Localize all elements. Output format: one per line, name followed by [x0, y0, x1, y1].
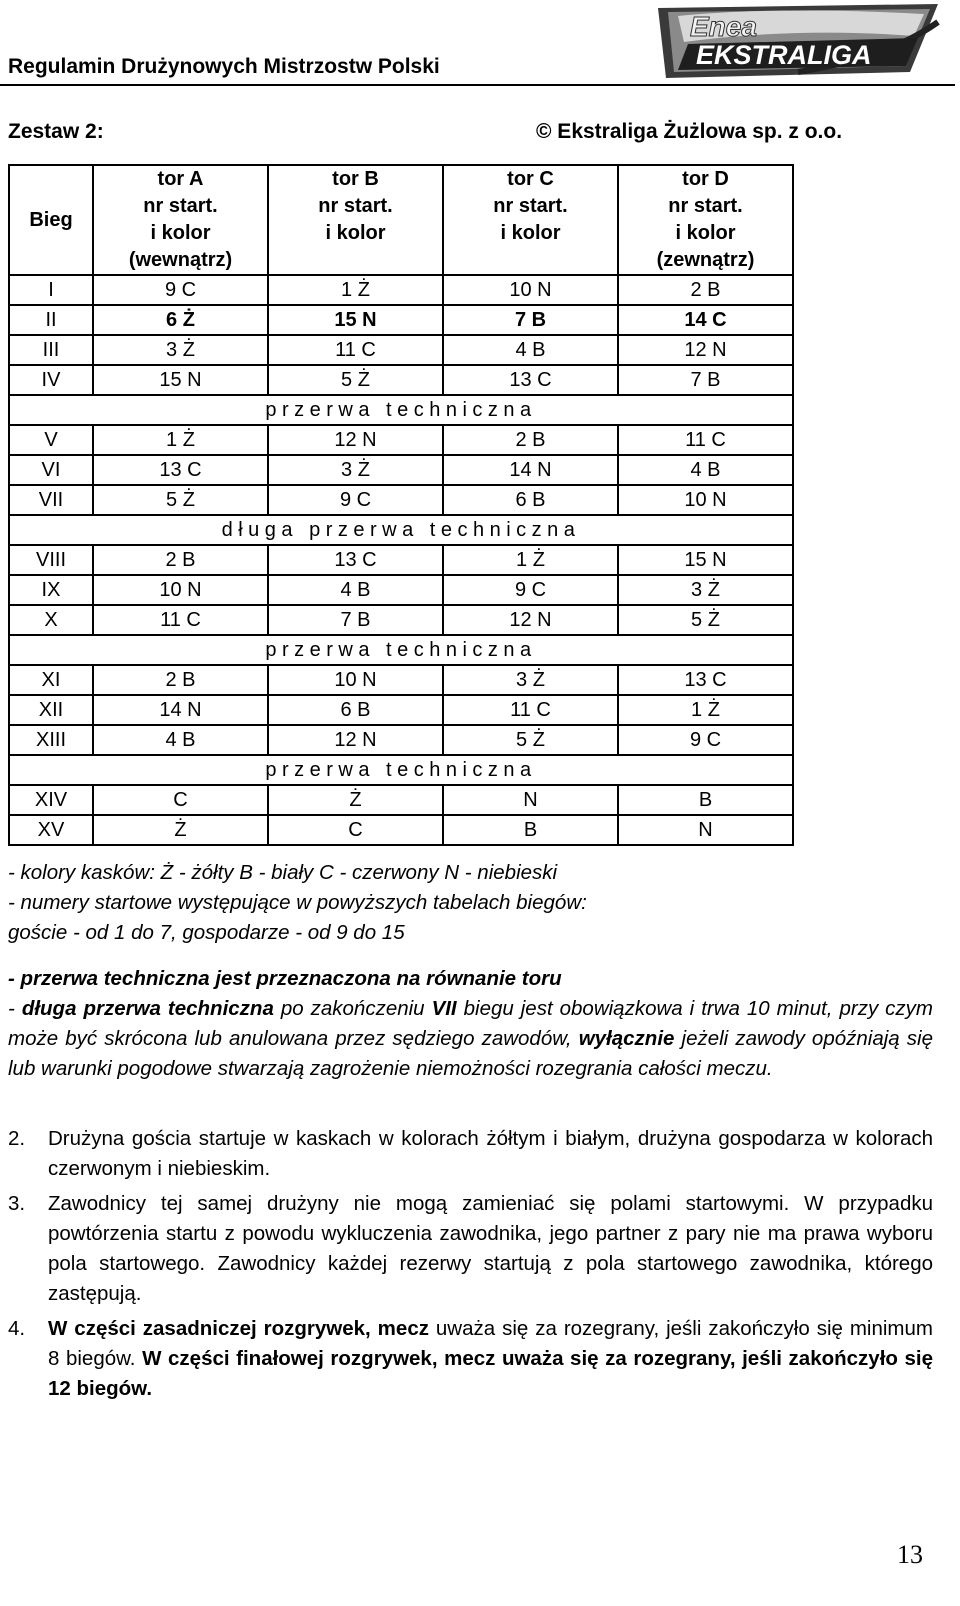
- table-row: [9, 785, 793, 815]
- rule-text: Drużyna gościa startuje w kaskach w kolorach żółtym i białym, drużyna gospodarza w kolorach czerwonym i niebieskim.: [48, 1127, 933, 1180]
- break-label: przerwa techniczna: [9, 635, 793, 665]
- cell-tor-d: N: [618, 815, 793, 845]
- cell-tor-a: 9 C: [93, 275, 268, 305]
- cell-tor-b: 6 B: [268, 695, 443, 725]
- table-row: [9, 365, 793, 395]
- heat-number: XI: [9, 665, 93, 695]
- cell-tor-c: 6 B: [443, 485, 618, 515]
- cell-tor-a: 3 Ż: [93, 335, 268, 365]
- header-tor-a-line: tor A: [157, 168, 204, 190]
- header-bieg: Bieg: [9, 165, 93, 275]
- header-tor-a: [93, 165, 268, 275]
- cell-tor-b: 7 B: [268, 605, 443, 635]
- heat-number: I: [9, 275, 93, 305]
- header-tor-a-line: i kolor: [150, 222, 211, 244]
- table-row: [9, 305, 793, 335]
- header-tor-d-line: (zewnątrz): [656, 249, 755, 271]
- heat-number: XII: [9, 695, 93, 725]
- break-label: długa przerwa techniczna: [9, 515, 793, 545]
- break-row: [9, 755, 793, 785]
- document-header-title: Regulamin Drużynowych Mistrzostw Polski: [8, 55, 440, 78]
- header-tor-d-line: nr start.: [668, 195, 743, 217]
- header-tor-d-line: i kolor: [675, 222, 736, 244]
- heat-number: III: [9, 335, 93, 365]
- cell-tor-d: 10 N: [618, 485, 793, 515]
- cell-tor-d: 13 C: [618, 665, 793, 695]
- heat-number: XV: [9, 815, 93, 845]
- table-header-row: [9, 165, 793, 275]
- cell-tor-d: 7 B: [618, 365, 793, 395]
- cell-tor-c: 9 C: [443, 575, 618, 605]
- heat-number: VI: [9, 455, 93, 485]
- rule-item: [8, 1189, 933, 1309]
- cell-tor-d: 12 N: [618, 335, 793, 365]
- helmet-colors-note: - kolory kasków: Ż - żółty B - biały C - czerwony N - niebieski: [8, 861, 558, 884]
- legend-notes: [8, 858, 933, 1084]
- header-tor-c-line: i kolor: [500, 222, 561, 244]
- cell-tor-b: 4 B: [268, 575, 443, 605]
- cell-tor-a: 14 N: [93, 695, 268, 725]
- rule-number: 4.: [8, 1317, 26, 1340]
- table-row: [9, 725, 793, 755]
- long-break-dash: -: [8, 997, 22, 1020]
- cell-tor-b: 9 C: [268, 485, 443, 515]
- cell-tor-a: 11 C: [93, 605, 268, 635]
- cell-tor-a: 4 B: [93, 725, 268, 755]
- cell-tor-d: 15 N: [618, 545, 793, 575]
- cell-tor-d: 11 C: [618, 425, 793, 455]
- cell-tor-d: 14 C: [618, 305, 793, 335]
- header-tor-c-line: tor C: [507, 168, 554, 190]
- start-numbers-note: - numery startowe występujące w powyższych tabelach biegów:: [8, 891, 587, 914]
- cell-tor-d: 1 Ż: [618, 695, 793, 725]
- break-row: [9, 635, 793, 665]
- cell-tor-b: 13 C: [268, 545, 443, 575]
- exclusively-term: wyłącznie: [578, 1027, 675, 1050]
- cell-tor-a: 2 B: [93, 665, 268, 695]
- cell-tor-a: 2 B: [93, 545, 268, 575]
- heat-number: IV: [9, 365, 93, 395]
- table-row: [9, 815, 793, 845]
- header-tor-b-line: nr start.: [318, 195, 393, 217]
- set-title: Zestaw 2:: [8, 120, 104, 143]
- cell-tor-b: 12 N: [268, 725, 443, 755]
- cell-tor-b: 12 N: [268, 425, 443, 455]
- cell-tor-c: 12 N: [443, 605, 618, 635]
- rule-number: 2.: [8, 1127, 26, 1150]
- rule-item: [8, 1314, 933, 1404]
- long-break-text: biegu jest obowiązkowa i trwa 10 minut, przy czym może być skrócona lub anulowana przez sędziego zawodów,: [8, 997, 934, 1050]
- cell-tor-b: 5 Ż: [268, 365, 443, 395]
- cell-tor-d: 5 Ż: [618, 605, 793, 635]
- page-number: 13: [897, 1540, 923, 1569]
- table-row: [9, 695, 793, 725]
- cell-tor-c: 7 B: [443, 305, 618, 335]
- header-tor-b-line: tor B: [332, 168, 379, 190]
- cell-tor-b: 3 Ż: [268, 455, 443, 485]
- table-row: [9, 605, 793, 635]
- heat-reference: VII: [431, 997, 457, 1020]
- heat-number: VIII: [9, 545, 93, 575]
- break-purpose-note: - przerwa techniczna jest przeznaczona na równanie toru: [8, 967, 562, 990]
- rule-number: 3.: [8, 1192, 26, 1215]
- heat-number: V: [9, 425, 93, 455]
- cell-tor-d: 2 B: [618, 275, 793, 305]
- cell-tor-b: 10 N: [268, 665, 443, 695]
- rules-list: [8, 1124, 933, 1409]
- table-row: [9, 425, 793, 455]
- cell-tor-c: 5 Ż: [443, 725, 618, 755]
- break-row: [9, 395, 793, 425]
- svg-text:EKSTRALIGA: EKSTRALIGA: [696, 40, 872, 70]
- rule-text-bold: W części finałowej rozgrywek, mecz uważa się za rozegrany, jeśli zakończyło się 12 biegów.: [48, 1347, 934, 1400]
- heat-number: VII: [9, 485, 93, 515]
- long-break-note: [8, 994, 933, 1084]
- table-row: [9, 485, 793, 515]
- heat-number: XIV: [9, 785, 93, 815]
- start-numbers-detail: goście - od 1 do 7, gospodarze - od 9 do 15: [8, 921, 405, 944]
- header-tor-d: [618, 165, 793, 275]
- long-break-text: po zakończeniu: [273, 997, 432, 1020]
- header-tor-a-line: (wewnątrz): [128, 249, 233, 271]
- table-row: [9, 575, 793, 605]
- cell-tor-c: 2 B: [443, 425, 618, 455]
- cell-tor-c: 10 N: [443, 275, 618, 305]
- copyright-notice: © Ekstraliga Żużlowa sp. z o.o.: [536, 120, 843, 143]
- break-row: [9, 515, 793, 545]
- cell-tor-d: 9 C: [618, 725, 793, 755]
- ekstraliga-logo: [648, 2, 948, 82]
- cell-tor-b: 11 C: [268, 335, 443, 365]
- long-break-text: jeżeli zawody opóźniają się lub warunki pogodowe stwarzają zagrożenie niemożności rozegrania całości meczu.: [8, 1027, 933, 1080]
- cell-tor-c: 11 C: [443, 695, 618, 725]
- table-row: [9, 665, 793, 695]
- header-tor-d-line: tor D: [682, 168, 729, 190]
- cell-tor-a: C: [93, 785, 268, 815]
- cell-tor-a: 1 Ż: [93, 425, 268, 455]
- rule-text-bold: W części zasadniczej rozgrywek, mecz: [48, 1317, 429, 1340]
- cell-tor-c: B: [443, 815, 618, 845]
- heat-table: [8, 164, 794, 846]
- cell-tor-a: 6 Ż: [93, 305, 268, 335]
- cell-tor-a: 15 N: [93, 365, 268, 395]
- heat-number: XIII: [9, 725, 93, 755]
- header-tor-c-line: nr start.: [493, 195, 568, 217]
- rule-text: uważa się za rozegrany, jeśli zakończyło się minimum 8 biegów.: [48, 1317, 933, 1370]
- heat-number: X: [9, 605, 93, 635]
- cell-tor-a: 5 Ż: [93, 485, 268, 515]
- header-divider: [0, 84, 955, 86]
- cell-tor-a: Ż: [93, 815, 268, 845]
- cell-tor-a: 10 N: [93, 575, 268, 605]
- cell-tor-b: Ż: [268, 785, 443, 815]
- heat-number: IX: [9, 575, 93, 605]
- cell-tor-b: C: [268, 815, 443, 845]
- cell-tor-d: B: [618, 785, 793, 815]
- svg-text:Enea: Enea: [690, 11, 757, 42]
- table-row: [9, 545, 793, 575]
- header-tor-b-line: i kolor: [325, 222, 386, 244]
- cell-tor-c: 3 Ż: [443, 665, 618, 695]
- cell-tor-b: 1 Ż: [268, 275, 443, 305]
- cell-tor-c: 14 N: [443, 455, 618, 485]
- cell-tor-c: N: [443, 785, 618, 815]
- cell-tor-c: 4 B: [443, 335, 618, 365]
- cell-tor-b: 15 N: [268, 305, 443, 335]
- rule-item: [8, 1124, 933, 1184]
- rule-text: Zawodnicy tej samej drużyny nie mogą zamieniać się polami startowymi. W przypadku powtórzenia startu z powodu wykluczenia zawodnika, jego partner z pary nie ma prawa wyboru pola startowego. Zawodnicy każdej rezerwy startują z pola startowego zawodnika, którego zastępują.: [48, 1192, 933, 1305]
- table-row: [9, 275, 793, 305]
- heat-number: II: [9, 305, 93, 335]
- cell-tor-d: 4 B: [618, 455, 793, 485]
- table-row: [9, 335, 793, 365]
- long-break-term: długa przerwa techniczna: [21, 997, 274, 1020]
- cell-tor-d: 3 Ż: [618, 575, 793, 605]
- cell-tor-c: 13 C: [443, 365, 618, 395]
- cell-tor-a: 13 C: [93, 455, 268, 485]
- break-label: przerwa techniczna: [9, 395, 793, 425]
- header-tor-a-line: nr start.: [143, 195, 218, 217]
- header-tor-b: [268, 165, 443, 275]
- table-row: [9, 455, 793, 485]
- cell-tor-c: 1 Ż: [443, 545, 618, 575]
- break-label: przerwa techniczna: [9, 755, 793, 785]
- header-tor-c: [443, 165, 618, 275]
